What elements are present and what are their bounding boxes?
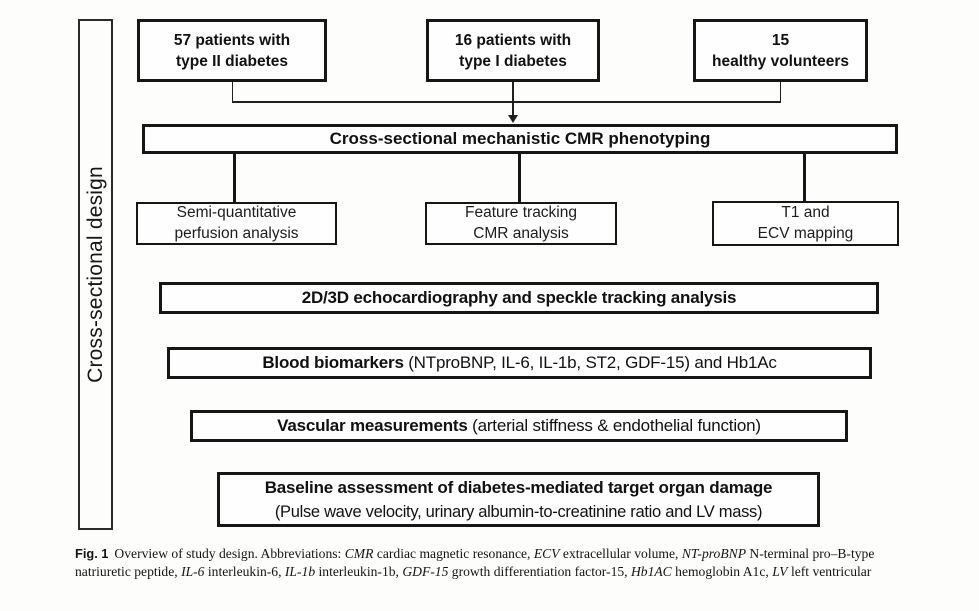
drop-line-left: [233, 153, 236, 202]
analysis-line: Feature tracking: [465, 204, 577, 221]
side-label: Cross-sectional design: [83, 166, 107, 383]
baseline-assessment-box: [217, 472, 820, 527]
biomarkers-label-detail: (NTproBNP, IL-6, IL-1b, ST2, GDF-15) and Hb1Ac: [403, 353, 777, 372]
vascular-box: [190, 410, 848, 442]
vascular-label-detail: (arterial stiffness & endothelial function): [467, 416, 761, 435]
cohort-line: type I diabetes: [459, 52, 567, 70]
drop-line-center: [518, 153, 521, 202]
connector-horizontal: [232, 101, 782, 103]
cohort-line: 15: [771, 31, 790, 49]
cohort-line: healthy volunteers: [712, 52, 849, 70]
cohort-box-type2: [137, 19, 327, 82]
vascular-label-bold: Vascular measurements: [277, 416, 468, 435]
t1-ecv-mapping-box: [712, 201, 899, 246]
biomarkers-label-bold: Blood biomarkers: [262, 353, 404, 372]
baseline-label-detail: (Pulse wave velocity, urinary albumin-to-creatinine ratio and LV mass): [274, 502, 763, 521]
cmr-phenotyping-box: [142, 124, 898, 154]
caption-line-1: Fig. 1 Overview of study design. Abbreviations: CMR cardiac magnetic resonance, ECV extracellular volume, NT-proBNP N-terminal pro–B-type: [75, 546, 875, 561]
analysis-line: CMR analysis: [473, 224, 569, 242]
biomarkers-box: [167, 347, 872, 379]
analysis-line: T1 and: [781, 204, 830, 221]
cmr-phenotyping-label: Cross-sectional mechanistic CMR phenotyping: [329, 129, 711, 148]
analysis-line: Semi-quantitative: [176, 204, 297, 221]
connector-center-vertical: [512, 82, 514, 116]
perfusion-analysis-box: [136, 202, 337, 245]
connector-left-vertical: [232, 82, 234, 103]
figure-caption: [75, 545, 911, 582]
analysis-line: ECV mapping: [757, 224, 854, 242]
echo-label: 2D/3D echocardiography and speckle tracking analysis: [301, 288, 737, 307]
cohort-line: type II diabetes: [176, 52, 288, 70]
echo-box: [159, 282, 879, 314]
cohort-box-healthy: [693, 19, 868, 82]
baseline-label-bold: Baseline assessment of diabetes-mediated target organ damage: [264, 477, 773, 497]
caption-line-2: natriuretic peptide, IL-6 interleukin-6, IL-1b interleukin-1b, GDF-15 growth differentiation factor-15, Hb1AC hemoglobin A1c, LV left ventricular: [75, 564, 872, 580]
cohort-box-type1: [426, 19, 600, 82]
drop-line-right: [803, 153, 806, 202]
arrow-down-icon: [508, 115, 518, 123]
cohort-line: 57 patients with: [173, 31, 291, 49]
analysis-line: perfusion analysis: [174, 224, 299, 242]
feature-tracking-box: [425, 202, 617, 245]
cohort-line: 16 patients with: [454, 31, 572, 49]
connector-right-vertical: [780, 82, 782, 103]
